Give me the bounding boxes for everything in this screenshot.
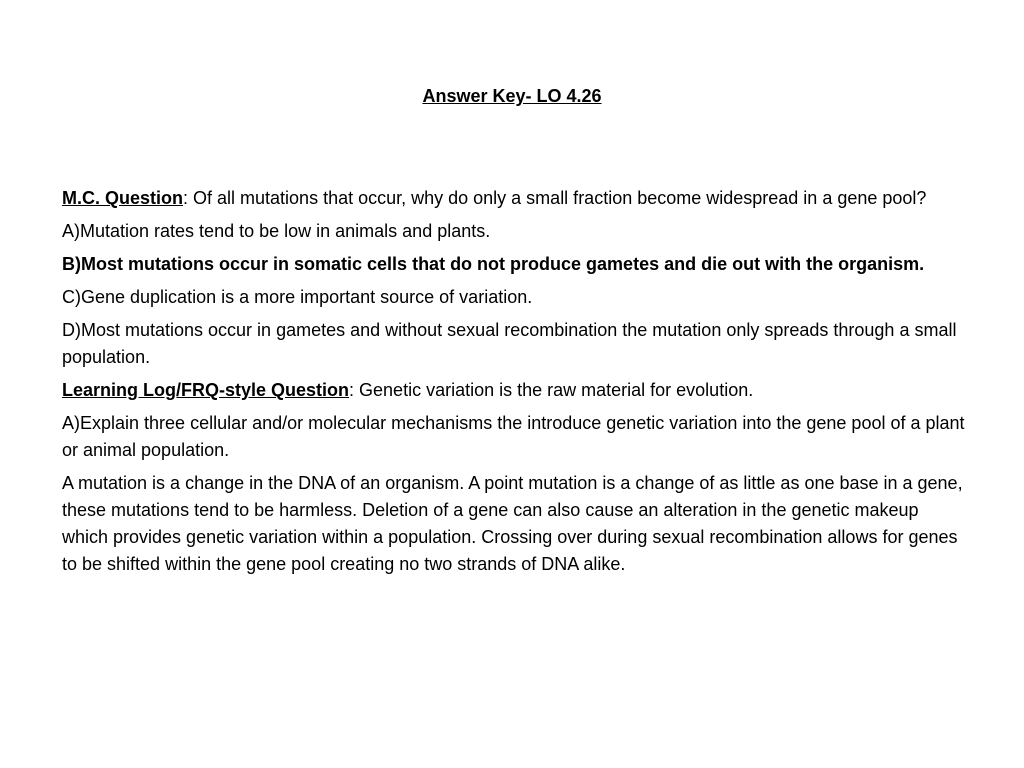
frq-answer: A mutation is a change in the DNA of an organism. A point mutation is a change of as little as one base in a gene, these mutations tend to be harmless. Deletion of a gene can also cause an alteration in the genetic makeup which provides genetic variation within a population. Crossing over during sexual recombination allows for genes to be shifted within the gene pool creating no two strands of DNA alike.	[62, 473, 963, 574]
mc-option-b-correct: B)Most mutations occur in somatic cells that do not produce gametes and die out with the organism.	[62, 254, 925, 274]
frq-question-separator: :	[349, 380, 360, 400]
frq-question-prompt: Genetic variation is the raw material for evolution.	[359, 380, 754, 400]
frq-part-a: A)Explain three cellular and/or molecular mechanisms the introduce genetic variation into the gene pool of a plant or animal population.	[62, 413, 965, 460]
page-title: Answer Key- LO 4.26	[422, 86, 602, 106]
mc-question-label: M.C. Question	[62, 188, 183, 208]
answer-key-body	[62, 185, 967, 584]
frq-question-label: Learning Log/FRQ-style Question	[62, 380, 350, 400]
mc-option-c: C)Gene duplication is a more important source of variation.	[62, 287, 533, 307]
mc-question-text: Of all mutations that occur, why do only a small fraction become widespread in a gene pool?	[193, 188, 927, 208]
mc-question	[62, 185, 967, 212]
mc-option-a: A)Mutation rates tend to be low in animals and plants.	[62, 221, 491, 241]
frq-question	[62, 377, 967, 404]
mc-option-d: D)Most mutations occur in gametes and without sexual recombination the mutation only spreads through a small population.	[62, 320, 957, 367]
mc-question-separator: :	[183, 188, 194, 208]
